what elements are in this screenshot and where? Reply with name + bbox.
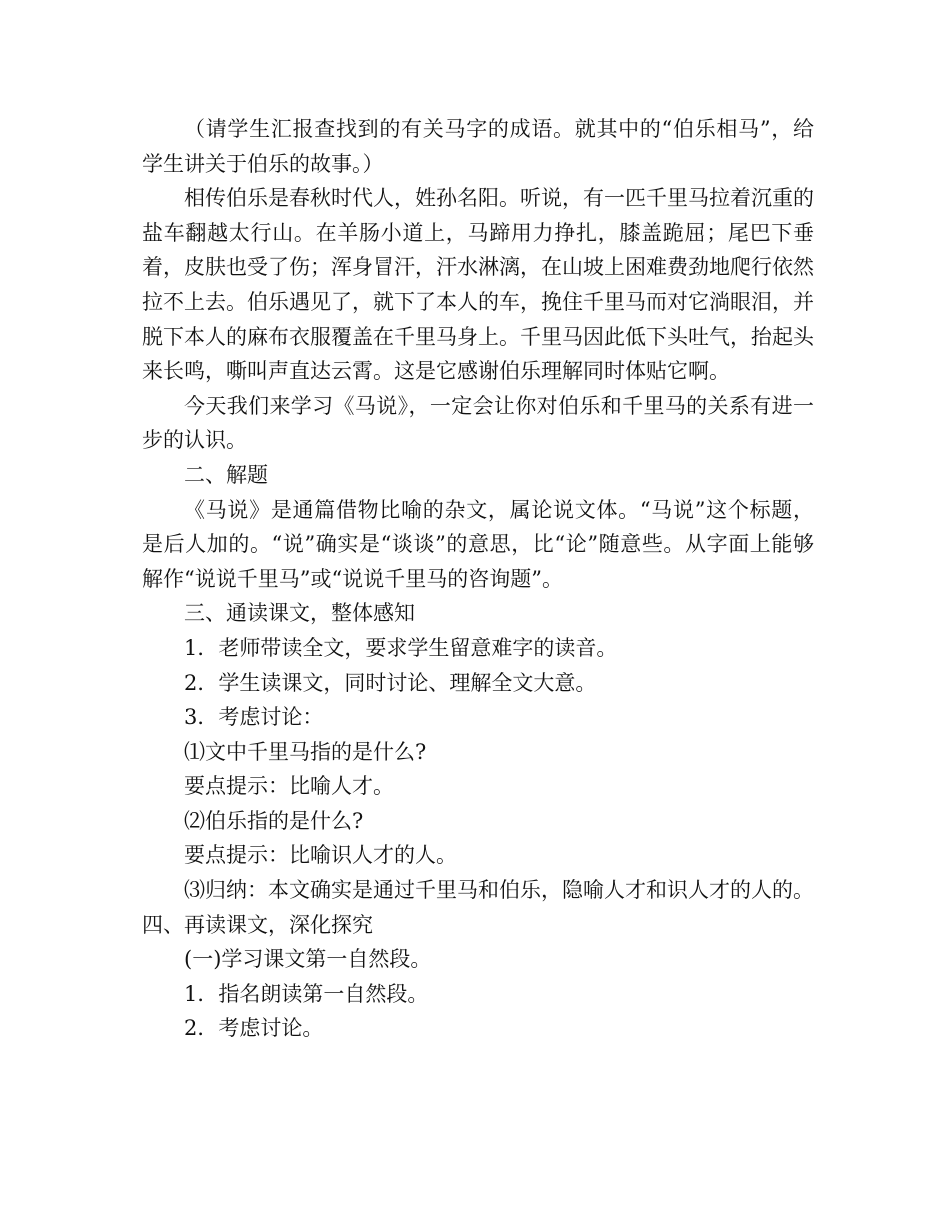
- list-item-discuss: 2．考虑讨论。: [184, 1016, 324, 1041]
- section-heading-tongdu: 三、通读课文，整体感知: [184, 601, 415, 626]
- list-item-1: 1．老师带读全文，要求学生留意难字的读音。: [184, 635, 618, 660]
- subsection-heading-1: (一)学习课文第一自然段。: [184, 947, 432, 972]
- paragraph-today-lesson: 今天我们来学习《马说》，一定会让你对伯乐和千里马的关系有进一步的认识。: [142, 393, 814, 453]
- paragraph-bole-story: 相传伯乐是春秋时代人，姓孙名阳。听说，有一匹千里马拉着沉重的盐车翻越太行山。在羊肠小道上，马蹄用力挣扎，膝盖跪屈；尾巴下垂着，皮肤也受了伤；浑身冒汗，汗水淋漓，在山坡上困难费劲地爬行依然拉不上去。伯乐遇见了，就下了本人的车，挽住千里马而对它淌眼泪，并脱下本人的麻布衣服覆盖在千里马身上。千里马因此低下头吐气，抬起头来长鸣，嘶叫声直达云霄。这是它感谢伯乐理解同时体贴它啊。: [142, 186, 814, 384]
- answer-hint-2: 要点提示：比喻识人才的人。: [184, 843, 457, 868]
- paragraph-intro-instruction: （请学生汇报查找到的有关马字的成语。就其中的“伯乐相马”，给学生讲关于伯乐的故事。）: [142, 117, 814, 176]
- list-item-read-aloud: 1．指名朗读第一自然段。: [184, 981, 429, 1006]
- paragraph-jieti: 《马说》是通篇借物比喻的杂文，属论说文体。“马说”这个标题，是后人加的。“说”确实是“谈谈”的意思，比“论”随意些。从字面上能够解作“说说千里马”或“说说千里马的咨询题”。: [142, 497, 814, 591]
- section-heading-jieti: 二、解题: [184, 462, 268, 487]
- list-item-2: 2．学生读课文，同时讨论、理解全文大意。: [184, 670, 597, 695]
- list-item-3: 3．考虑讨论：: [184, 705, 324, 730]
- summary-and-section-heading: ⑶归纳：本文确实是通过千里马和伯乐，隐喻人才和识人才的人的。四、再读课文，深化探究: [142, 878, 814, 937]
- document-body: [142, 112, 814, 1046]
- question-2: ⑵伯乐指的是什么?: [184, 808, 364, 833]
- question-1: ⑴文中千里马指的是什么?: [184, 739, 427, 764]
- answer-hint-1: 要点提示：比喻人才。: [184, 774, 394, 799]
